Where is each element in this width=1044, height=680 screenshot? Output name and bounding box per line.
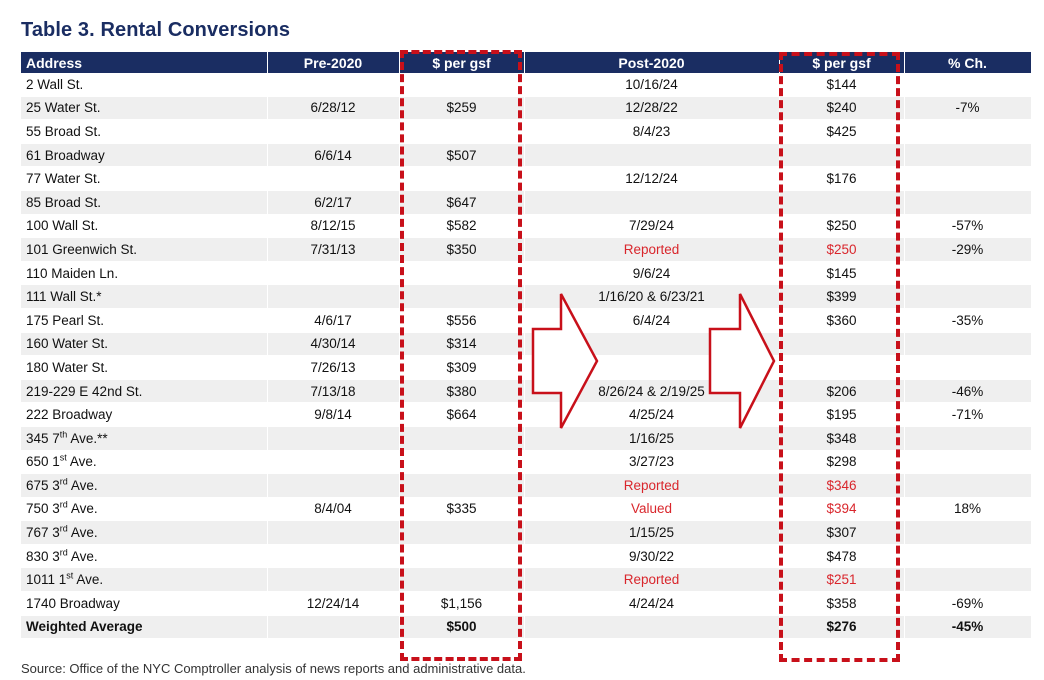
table-title: Table 3. Rental Conversions [21,19,291,41]
address-cell [21,426,267,450]
address-cell [21,474,267,498]
post-gsf-cell: $144 [779,73,904,96]
pre-2020-cell [267,615,399,639]
post-2020-cell: Reported [524,238,779,262]
table-row [21,332,1031,356]
post-gsf-cell: $176 [779,167,904,191]
table-row [21,190,1031,214]
post-gsf-cell: $394 [779,497,904,521]
post-gsf-cell: $425 [779,120,904,144]
pct-change-cell [904,285,1031,309]
address-cell: 175 Pearl St. [21,308,267,332]
address-cell [21,521,267,545]
pre-gsf-cell: $1,156 [399,592,524,616]
ordinal-suffix: st [66,570,74,581]
post-gsf-cell [779,356,904,380]
pre-2020-cell: 7/31/13 [267,238,399,262]
ordinal-suffix: rd [59,547,68,558]
post-2020-cell: 1/15/25 [524,521,779,545]
header-post-2020: Post-2020 [524,52,779,73]
table-row [21,544,1031,568]
table-row [21,379,1031,403]
pre-gsf-cell [399,285,524,309]
ordinal-suffix: st [59,452,67,463]
pct-change-cell: -71% [904,403,1031,427]
post-2020-cell: 8/26/24 & 2/19/25 [524,379,779,403]
address-street: Ave.** [67,430,108,446]
address-cell: 77 Water St. [21,167,267,191]
table-row [21,308,1031,332]
pre-gsf-cell: $309 [399,356,524,380]
post-gsf-cell: $298 [779,450,904,474]
post-gsf-cell: $478 [779,544,904,568]
right-arrow-icon [708,292,778,430]
pct-change-cell: -46% [904,379,1031,403]
pre-2020-cell: 6/28/12 [267,96,399,120]
post-gsf-cell: $240 [779,96,904,120]
pre-gsf-cell [399,568,524,592]
post-2020-cell: 1/16/25 [524,426,779,450]
post-gsf-cell: $195 [779,403,904,427]
pct-change-cell: -57% [904,214,1031,238]
post-gsf-cell: $145 [779,261,904,285]
table-row [21,214,1031,238]
table-row [21,568,1031,592]
table-row [21,450,1031,474]
post-2020-cell: Valued [524,497,779,521]
pct-change-cell: -35% [904,308,1031,332]
pct-change-cell [904,356,1031,380]
post-gsf-cell: $206 [779,379,904,403]
pre-2020-cell: 7/13/18 [267,379,399,403]
address-cell: 61 Broadway [21,143,267,167]
pct-change-cell: -29% [904,238,1031,262]
pre-gsf-cell: $507 [399,143,524,167]
pre-2020-cell [267,73,399,96]
address-street: Ave. [67,525,98,541]
address-number: 750 3 [26,501,60,517]
pre-gsf-cell [399,521,524,545]
post-gsf-cell [779,143,904,167]
post-gsf-cell: $250 [779,238,904,262]
address-street: Ave. [73,572,104,588]
address-street: Ave. [67,548,98,564]
table-row [21,238,1031,262]
address-street: Ave. [67,477,98,493]
address-cell [21,497,267,521]
pre-gsf-cell [399,450,524,474]
address-cell: 1740 Broadway [21,592,267,616]
ordinal-suffix: rd [59,523,68,534]
pre-gsf-cell [399,120,524,144]
ordinal-suffix: rd [59,499,68,510]
post-2020-cell: 6/4/24 [524,308,779,332]
table-row [21,403,1031,427]
pct-change-cell [904,450,1031,474]
source-note: Source: Office of the NYC Comptroller analysis of news reports and administrative data. [21,661,526,676]
pre-2020-cell: 4/6/17 [267,308,399,332]
address-number: 345 7 [26,430,60,446]
pre-gsf-cell: $350 [399,238,524,262]
address-cell: 25 Water St. [21,96,267,120]
post-gsf-cell: $307 [779,521,904,545]
table-row [21,521,1031,545]
post-2020-cell: 12/28/22 [524,96,779,120]
ordinal-suffix: th [59,429,68,440]
post-2020-cell: 4/24/24 [524,592,779,616]
post-gsf-cell: $346 [779,474,904,498]
post-gsf-cell [779,190,904,214]
address-number: 830 3 [26,548,60,564]
post-2020-cell [524,615,779,639]
pct-change-cell: -45% [904,615,1031,639]
pre-2020-cell: 8/4/04 [267,497,399,521]
table-row [21,497,1031,521]
address-cell: 110 Maiden Ln. [21,261,267,285]
pre-2020-cell: 8/12/15 [267,214,399,238]
pre-2020-cell [267,521,399,545]
pct-change-cell [904,426,1031,450]
address-street: Ave. [66,454,97,470]
pct-change-cell [904,143,1031,167]
right-arrow-icon [531,292,601,430]
pre-gsf-cell: $500 [399,615,524,639]
address-cell: 180 Water St. [21,356,267,380]
weighted-average-row [21,615,1031,639]
pre-2020-cell: 6/6/14 [267,143,399,167]
table-row [21,73,1031,96]
post-2020-cell: 8/4/23 [524,120,779,144]
pre-2020-cell: 12/24/14 [267,592,399,616]
pre-2020-cell: 9/8/14 [267,403,399,427]
post-2020-cell: 10/16/24 [524,73,779,96]
pct-change-cell: -69% [904,592,1031,616]
address-cell: 100 Wall St. [21,214,267,238]
post-gsf-cell: $251 [779,568,904,592]
pct-change-cell: -7% [904,96,1031,120]
pre-gsf-cell [399,544,524,568]
pre-gsf-cell: $335 [399,497,524,521]
table-header-row [21,52,1031,73]
post-gsf-cell [779,332,904,356]
pre-2020-cell: 7/26/13 [267,356,399,380]
pct-change-cell [904,544,1031,568]
address-cell: 85 Broad St. [21,190,267,214]
post-2020-cell: 12/12/24 [524,167,779,191]
header-pct-change: % Ch. [904,52,1031,73]
pre-gsf-cell: $664 [399,403,524,427]
post-2020-cell: 9/30/22 [524,544,779,568]
post-2020-cell: 9/6/24 [524,261,779,285]
table-row [21,143,1031,167]
table-row [21,426,1031,450]
table-row [21,285,1031,309]
table-row [21,474,1031,498]
header-pre-2020: Pre-2020 [267,52,399,73]
table-row [21,96,1031,120]
address-cell [21,544,267,568]
address-cell: 2 Wall St. [21,73,267,96]
pct-change-cell: 18% [904,497,1031,521]
pre-gsf-cell [399,474,524,498]
pct-change-cell [904,568,1031,592]
ordinal-suffix: rd [59,476,68,487]
pre-2020-cell [267,474,399,498]
pre-gsf-cell: $380 [399,379,524,403]
pre-gsf-cell [399,73,524,96]
pre-gsf-cell [399,426,524,450]
pre-2020-cell [267,450,399,474]
pre-2020-cell [267,544,399,568]
post-2020-cell: 7/29/24 [524,214,779,238]
post-2020-cell: 1/16/20 & 6/23/21 [524,285,779,309]
pre-2020-cell [267,426,399,450]
pre-2020-cell [267,120,399,144]
address-cell: 222 Broadway [21,403,267,427]
pre-2020-cell [267,568,399,592]
pre-gsf-cell [399,261,524,285]
pre-2020-cell [267,285,399,309]
post-2020-cell [524,143,779,167]
address-number: 650 1 [26,454,60,470]
address-cell [21,568,267,592]
pre-gsf-cell: $314 [399,332,524,356]
address-cell [21,450,267,474]
address-cell: 55 Broad St. [21,120,267,144]
pct-change-cell [904,521,1031,545]
address-cell: 101 Greenwich St. [21,238,267,262]
post-2020-cell: 4/25/24 [524,403,779,427]
pre-gsf-cell: $556 [399,308,524,332]
header-post-gsf: $ per gsf [779,52,904,73]
pct-change-cell [904,261,1031,285]
table-row [21,356,1031,380]
post-2020-cell: Reported [524,474,779,498]
post-2020-cell [524,190,779,214]
table-row [21,261,1031,285]
pre-gsf-cell [399,167,524,191]
average-label: Weighted Average [21,615,267,639]
address-cell: 111 Wall St.* [21,285,267,309]
address-street: Ave. [67,501,98,517]
table-row [21,167,1031,191]
post-gsf-cell: $250 [779,214,904,238]
pct-change-cell [904,190,1031,214]
header-pre-gsf: $ per gsf [399,52,524,73]
address-cell: 160 Water St. [21,332,267,356]
post-gsf-cell: $360 [779,308,904,332]
pct-change-cell [904,474,1031,498]
post-gsf-cell: $358 [779,592,904,616]
post-2020-cell: Reported [524,568,779,592]
address-number: 1011 1 [26,572,67,588]
rental-conversions-table [21,52,1032,639]
pre-gsf-cell: $259 [399,96,524,120]
pre-gsf-cell: $647 [399,190,524,214]
table-row [21,120,1031,144]
pre-2020-cell: 4/30/14 [267,332,399,356]
post-gsf-cell: $348 [779,426,904,450]
table-row [21,592,1031,616]
address-cell: 219-229 E 42nd St. [21,379,267,403]
address-number: 675 3 [26,477,60,493]
pct-change-cell [904,120,1031,144]
post-gsf-cell: $399 [779,285,904,309]
pre-gsf-cell: $582 [399,214,524,238]
pre-2020-cell [267,167,399,191]
address-number: 767 3 [26,525,60,541]
pre-2020-cell: 6/2/17 [267,190,399,214]
pre-2020-cell [267,261,399,285]
pct-change-cell [904,167,1031,191]
pct-change-cell [904,332,1031,356]
header-address: Address [21,52,267,73]
pct-change-cell [904,73,1031,96]
post-gsf-cell: $276 [779,615,904,639]
post-2020-cell: 3/27/23 [524,450,779,474]
